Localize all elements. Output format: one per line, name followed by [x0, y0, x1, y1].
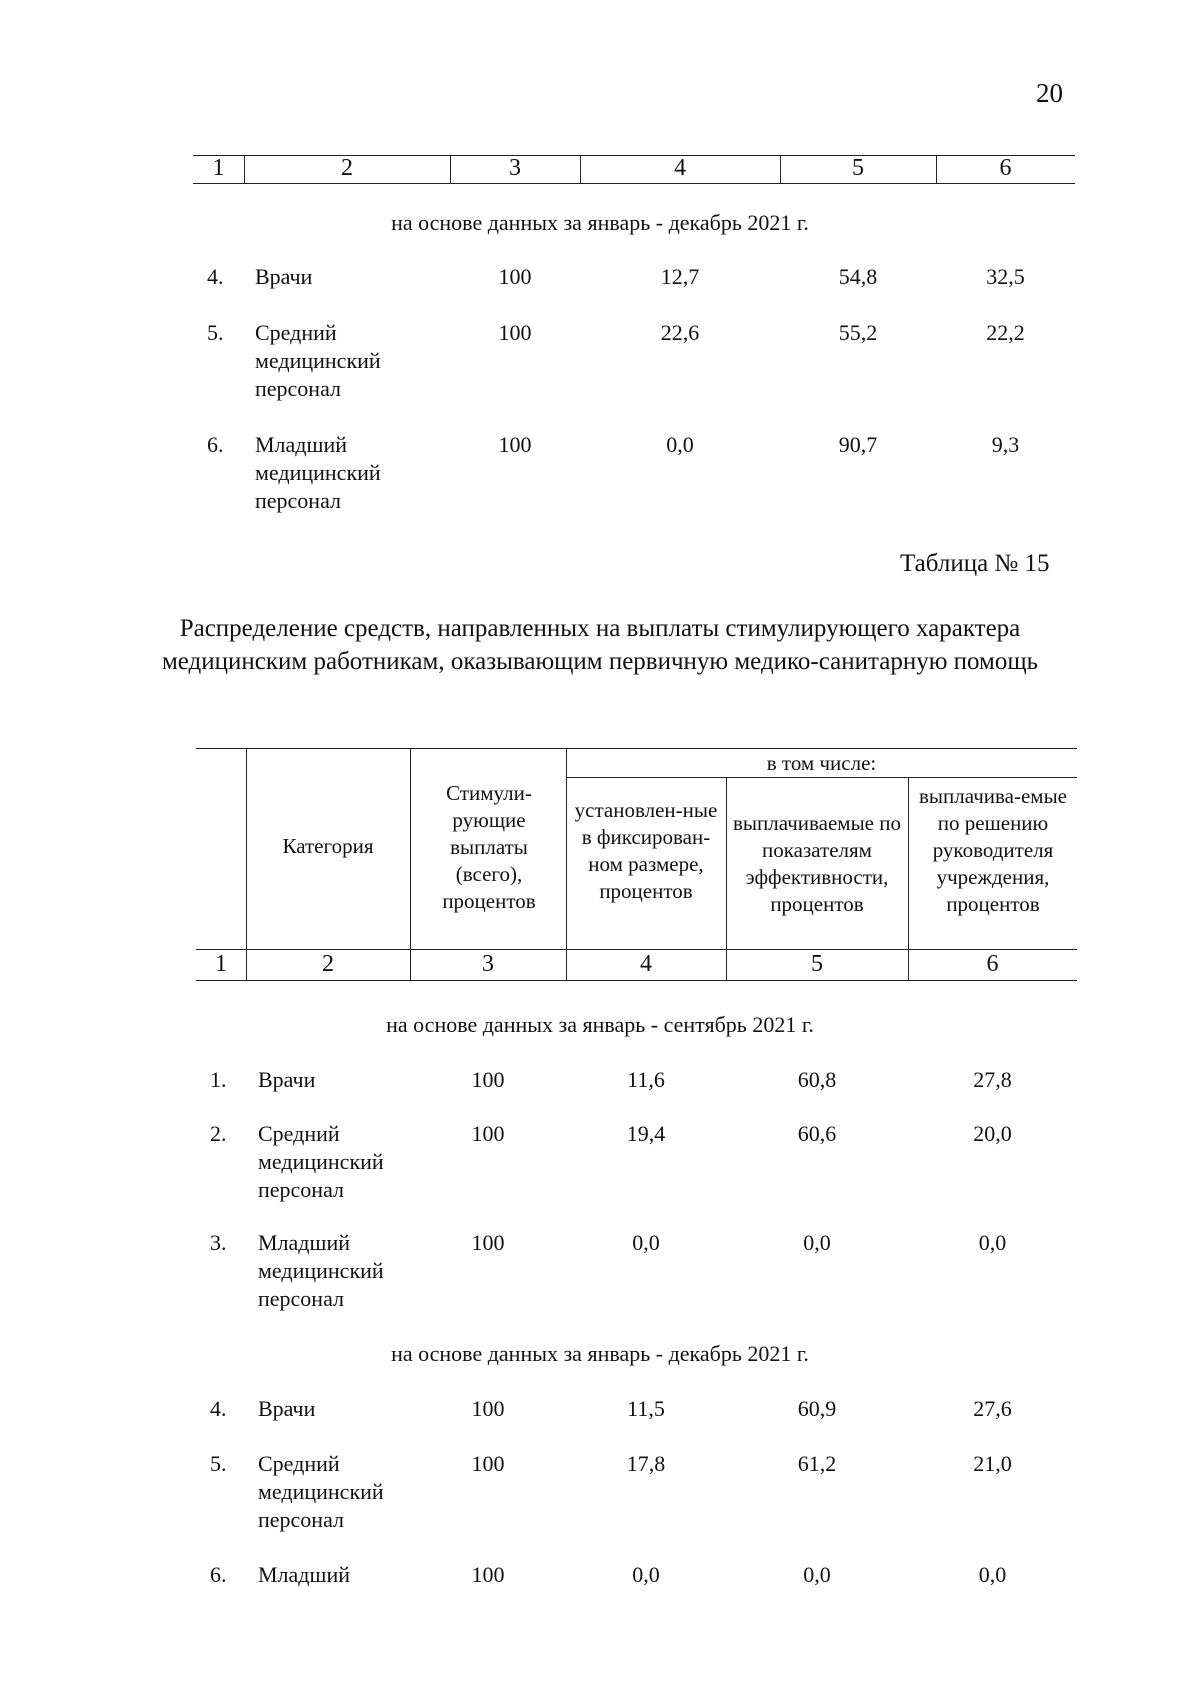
cell-fixed: 19,4 [626, 1121, 666, 1146]
row-category: Средний медицинский персонал [258, 1451, 384, 1532]
cell-performance: 90,7 [838, 432, 878, 457]
cell-performance: 60,9 [797, 1396, 837, 1421]
cell-fixed: 12,7 [660, 264, 700, 289]
cell-head-decision: 22,2 [986, 320, 1025, 345]
cell-total: 100 [471, 1230, 505, 1255]
row-category: Врачи [255, 264, 313, 289]
table-label: Таблица № 15 [900, 550, 1050, 577]
table15-rule-including [566, 777, 1077, 778]
header-category: Категория [282, 834, 374, 858]
header-performance: выплачиваемые по показателям эффективности, процентов [732, 811, 901, 916]
cell-head-decision: 27,6 [973, 1396, 1012, 1421]
col-number: 3 [482, 951, 494, 977]
header-total: Стимули-рующие выплаты (всего), процентов [442, 781, 536, 913]
top-col-number: 3 [509, 155, 521, 181]
row-number: 5. [210, 1451, 227, 1476]
table15-col-divider [908, 777, 909, 980]
cell-performance: 60,8 [797, 1067, 837, 1092]
table-heading: Распределение средств, направленных на выплаты стимулирующего характера медицинским работникам, оказывающим первичную медико-санитарную помощь [161, 615, 1039, 675]
cell-fixed: 11,5 [627, 1396, 665, 1421]
row-number: 1. [210, 1067, 227, 1092]
cell-fixed: 0,0 [632, 1562, 660, 1587]
cell-total: 100 [471, 1451, 505, 1476]
header-including: в том числе: [766, 751, 877, 775]
cell-fixed: 11,6 [627, 1067, 665, 1092]
cell-fixed: 17,8 [626, 1451, 666, 1476]
cell-performance: 0,0 [803, 1230, 831, 1255]
row-number: 6. [207, 432, 224, 457]
table15-col-divider [410, 748, 411, 980]
top-col-number: 6 [999, 155, 1012, 181]
col-number: 1 [215, 951, 227, 977]
cell-head-decision: 27,8 [973, 1067, 1012, 1092]
table15-rule-numbers-bottom [196, 980, 1077, 981]
top-col-number: 1 [212, 155, 225, 181]
row-category: Младший [258, 1562, 350, 1587]
cell-head-decision: 0,0 [978, 1230, 1007, 1255]
cell-total: 100 [471, 1396, 505, 1421]
table15-col-divider [246, 748, 247, 980]
table15-rule-header-bottom [196, 949, 1077, 950]
col-number: 2 [322, 951, 334, 977]
cell-fixed: 22,6 [660, 320, 700, 345]
cell-head-decision: 0,0 [978, 1562, 1007, 1587]
col-number: 5 [811, 951, 823, 977]
row-number: 3. [210, 1230, 227, 1255]
row-number: 4. [210, 1396, 227, 1421]
cell-head-decision: 21,0 [973, 1451, 1012, 1476]
cell-fixed: 0,0 [666, 432, 694, 457]
row-number: 2. [210, 1121, 227, 1146]
page-number: 20 [1036, 78, 1063, 108]
cell-performance: 61,2 [797, 1451, 837, 1476]
cell-head-decision: 32,5 [986, 264, 1025, 289]
cell-performance: 60,6 [797, 1121, 837, 1146]
table15-rule-top [196, 748, 1077, 749]
col-number: 6 [986, 951, 999, 977]
cell-head-decision: 9,3 [991, 432, 1020, 457]
cell-head-decision: 20,0 [973, 1121, 1012, 1146]
header-fixed: установлен-ные в фиксирован-ном размере, процентов [574, 798, 718, 903]
row-category: Младший медицинский персонал [255, 432, 381, 513]
cell-fixed: 0,0 [632, 1230, 660, 1255]
row-number: 6. [210, 1562, 227, 1587]
col-number: 4 [640, 951, 652, 977]
cell-total: 100 [471, 1562, 505, 1587]
header-head-decision: выплачива-емые по решению руководителя учреждения, процентов [918, 784, 1067, 916]
cell-total: 100 [498, 264, 532, 289]
cell-total: 100 [498, 320, 532, 345]
row-category: Врачи [258, 1396, 316, 1421]
cell-total: 100 [498, 432, 532, 457]
cell-total: 100 [471, 1067, 505, 1092]
section-title: на основе данных за январь - декабрь 2021 г. [391, 210, 809, 235]
row-number: 4. [207, 264, 224, 289]
cell-performance: 55,2 [838, 320, 878, 345]
top-col-number: 2 [341, 155, 353, 181]
table15-col-divider [566, 748, 567, 980]
cell-total: 100 [471, 1121, 505, 1146]
row-category: Врачи [258, 1067, 316, 1092]
top-col-number: 5 [852, 155, 864, 181]
top-col-number: 4 [674, 155, 686, 181]
section-title: на основе данных за январь - декабрь 2021 г. [391, 1341, 809, 1366]
row-category: Средний медицинский персонал [255, 320, 381, 401]
row-category: Младший медицинский персонал [258, 1230, 384, 1311]
top-table-rule-bottom [193, 183, 1075, 184]
table15-col-divider [726, 777, 727, 980]
cell-performance: 0,0 [803, 1562, 831, 1587]
row-number: 5. [207, 320, 224, 345]
cell-performance: 54,8 [838, 264, 878, 289]
section-title: на основе данных за январь - сентябрь 2021 г. [386, 1012, 814, 1037]
row-category: Средний медицинский персонал [258, 1121, 384, 1202]
